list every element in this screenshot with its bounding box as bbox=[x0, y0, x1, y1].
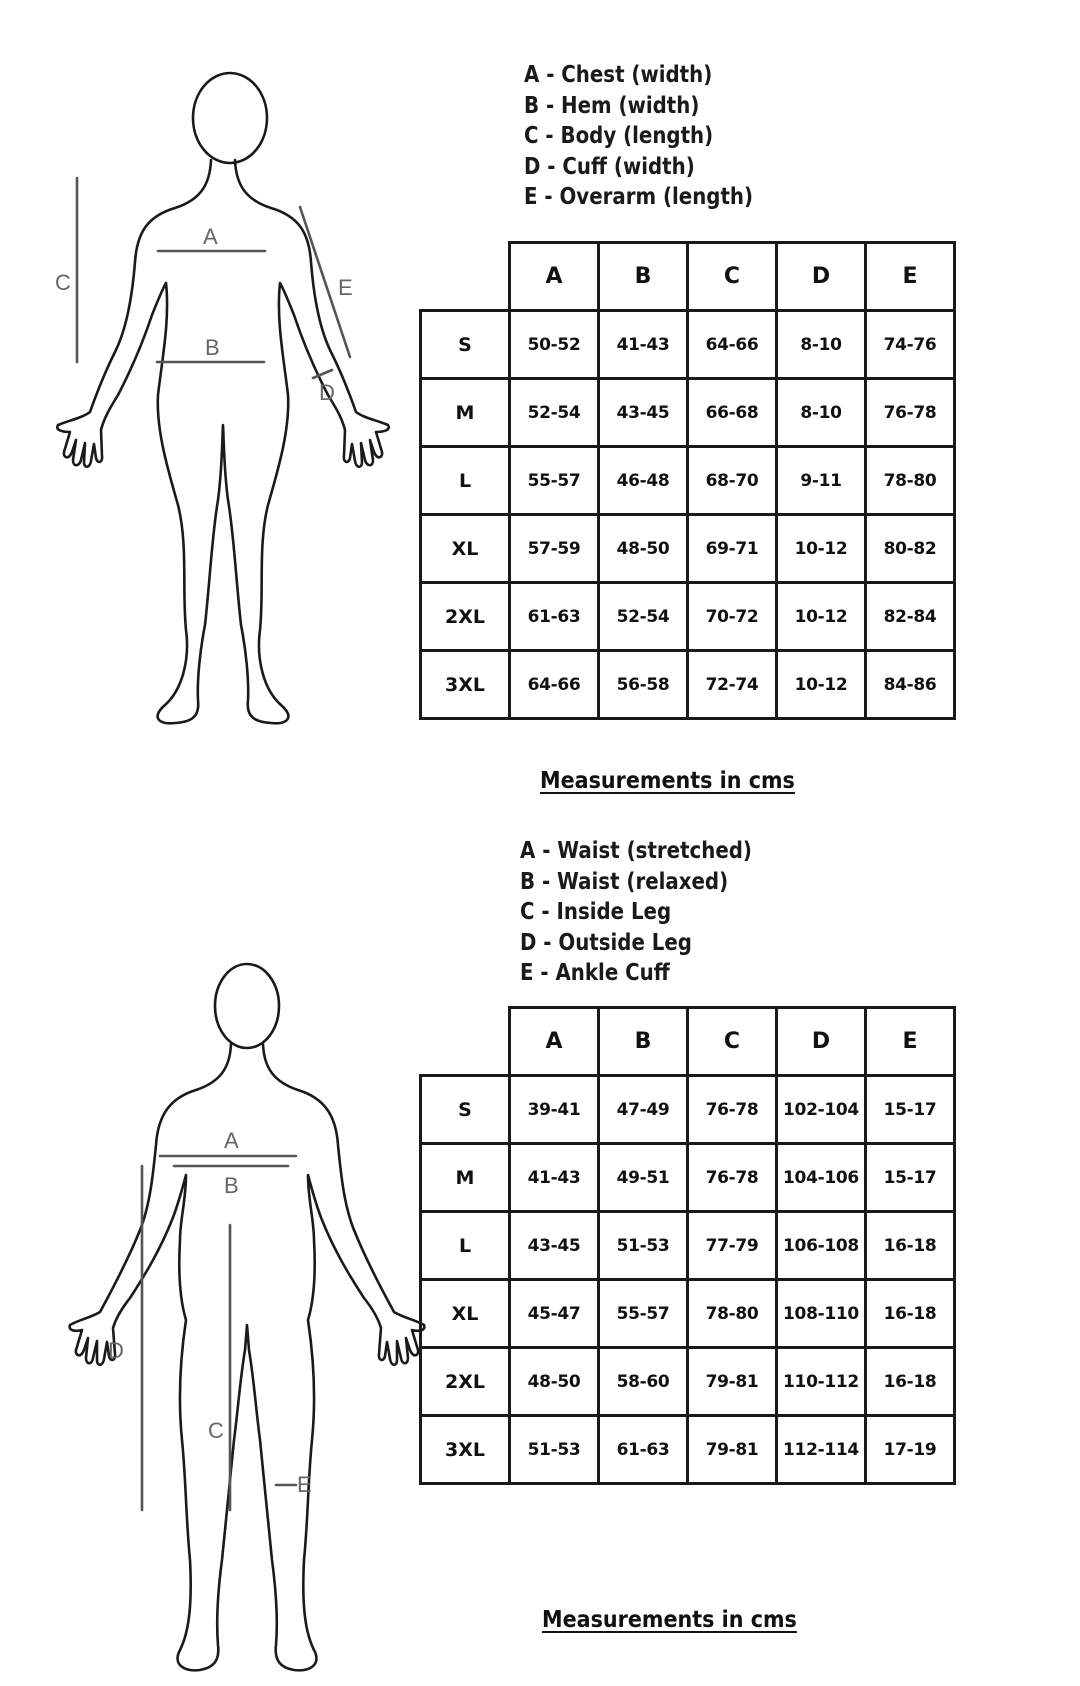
table-cell: 78-80 bbox=[688, 1280, 777, 1348]
table-cell: 48-50 bbox=[599, 515, 688, 583]
figure-label-b: B bbox=[205, 335, 220, 360]
table-cell: 72-74 bbox=[688, 651, 777, 719]
table-corner bbox=[421, 243, 510, 311]
bottom-size-guide bbox=[0, 820, 1080, 1686]
table-row bbox=[421, 515, 955, 583]
table-row bbox=[421, 379, 955, 447]
table-cell: 70-72 bbox=[688, 583, 777, 651]
size-label: XL bbox=[421, 1280, 510, 1348]
table-cell: 76-78 bbox=[866, 379, 955, 447]
size-label: XL bbox=[421, 515, 510, 583]
table-cell: 15-17 bbox=[866, 1144, 955, 1212]
column-header: D bbox=[777, 243, 866, 311]
table-cell: 41-43 bbox=[510, 1144, 599, 1212]
column-header: B bbox=[599, 243, 688, 311]
table-cell: 41-43 bbox=[599, 311, 688, 379]
legend-item: A - Waist (stretched) bbox=[520, 838, 752, 864]
table-cell: 80-82 bbox=[866, 515, 955, 583]
size-label: 3XL bbox=[421, 1416, 510, 1484]
table-cell: 47-49 bbox=[599, 1076, 688, 1144]
table-cell: 79-81 bbox=[688, 1348, 777, 1416]
legend-item: D - Outside Leg bbox=[520, 929, 692, 956]
table-row bbox=[421, 1280, 955, 1348]
table-row bbox=[421, 1348, 955, 1416]
table-row bbox=[421, 583, 955, 651]
table-cell: 74-76 bbox=[866, 311, 955, 379]
table-cell: 110-112 bbox=[777, 1348, 866, 1416]
table-cell: 43-45 bbox=[510, 1212, 599, 1280]
table-cell: 16-18 bbox=[866, 1280, 955, 1348]
table-cell: 82-84 bbox=[866, 583, 955, 651]
table-cell: 52-54 bbox=[510, 379, 599, 447]
column-header: E bbox=[866, 1008, 955, 1076]
table-cell: 17-19 bbox=[866, 1416, 955, 1484]
table-cell: 8-10 bbox=[777, 379, 866, 447]
size-label: 3XL bbox=[421, 651, 510, 719]
table-cell: 76-78 bbox=[688, 1076, 777, 1144]
table-cell: 66-68 bbox=[688, 379, 777, 447]
table-cell: 68-70 bbox=[688, 447, 777, 515]
table-cell: 50-52 bbox=[510, 311, 599, 379]
measurement-units-note: Measurements in cms bbox=[540, 768, 795, 794]
measurement-legend bbox=[524, 60, 753, 213]
table-cell: 8-10 bbox=[777, 311, 866, 379]
table-cell: 64-66 bbox=[510, 651, 599, 719]
measurement-units-note: Measurements in cms bbox=[542, 1607, 797, 1633]
figure-label-e: E bbox=[338, 275, 353, 300]
size-label: L bbox=[421, 447, 510, 515]
size-chart-table bbox=[419, 1006, 956, 1485]
table-cell: 76-78 bbox=[688, 1144, 777, 1212]
measurement-legend bbox=[520, 836, 752, 989]
table-cell: 57-59 bbox=[510, 515, 599, 583]
legend-item: B - Hem (width) bbox=[524, 92, 700, 119]
table-cell: 39-41 bbox=[510, 1076, 599, 1144]
figure-label-a: A bbox=[203, 224, 218, 249]
table-cell: 61-63 bbox=[510, 583, 599, 651]
table-header-row bbox=[421, 1008, 955, 1076]
table-cell: 15-17 bbox=[866, 1076, 955, 1144]
size-label: S bbox=[421, 1076, 510, 1144]
size-label: S bbox=[421, 311, 510, 379]
table-cell: 55-57 bbox=[510, 447, 599, 515]
table-row bbox=[421, 1416, 955, 1484]
table-cell: 69-71 bbox=[688, 515, 777, 583]
legend-item: E - Ankle Cuff bbox=[520, 960, 670, 986]
body-figure-bottom bbox=[0, 820, 430, 1686]
table-corner bbox=[421, 1008, 510, 1076]
table-cell: 49-51 bbox=[599, 1144, 688, 1212]
size-label: M bbox=[421, 379, 510, 447]
column-header: E bbox=[866, 243, 955, 311]
table-cell: 10-12 bbox=[777, 651, 866, 719]
table-cell: 52-54 bbox=[599, 583, 688, 651]
table-cell: 56-58 bbox=[599, 651, 688, 719]
body-outline-illustration bbox=[0, 820, 430, 1686]
table-row bbox=[421, 447, 955, 515]
body-figure-top bbox=[0, 0, 420, 780]
table-cell: 61-63 bbox=[599, 1416, 688, 1484]
figure-label-a: A bbox=[224, 1128, 239, 1153]
size-label: L bbox=[421, 1212, 510, 1280]
table-cell: 84-86 bbox=[866, 651, 955, 719]
table-cell: 79-81 bbox=[688, 1416, 777, 1484]
table-row bbox=[421, 1144, 955, 1212]
legend-item: A - Chest (width) bbox=[524, 62, 713, 88]
legend-item: C - Body (length) bbox=[524, 123, 714, 149]
legend-item: C - Inside Leg bbox=[520, 899, 672, 925]
table-row bbox=[421, 1212, 955, 1280]
column-header: A bbox=[510, 1008, 599, 1076]
size-label: 2XL bbox=[421, 583, 510, 651]
table-cell: 51-53 bbox=[510, 1416, 599, 1484]
table-cell: 16-18 bbox=[866, 1348, 955, 1416]
column-header: C bbox=[688, 243, 777, 311]
table-row bbox=[421, 651, 955, 719]
size-label: 2XL bbox=[421, 1348, 510, 1416]
legend-item: E - Overarm (length) bbox=[524, 184, 754, 210]
column-header: B bbox=[599, 1008, 688, 1076]
body-outline-illustration bbox=[0, 0, 420, 780]
table-cell: 112-114 bbox=[777, 1416, 866, 1484]
column-header: A bbox=[510, 243, 599, 311]
table-cell: 108-110 bbox=[777, 1280, 866, 1348]
table-cell: 106-108 bbox=[777, 1212, 866, 1280]
legend-item: B - Waist (relaxed) bbox=[520, 868, 729, 895]
table-cell: 78-80 bbox=[866, 447, 955, 515]
table-cell: 43-45 bbox=[599, 379, 688, 447]
table-row bbox=[421, 1076, 955, 1144]
table-cell: 46-48 bbox=[599, 447, 688, 515]
size-label: M bbox=[421, 1144, 510, 1212]
column-header: C bbox=[688, 1008, 777, 1076]
column-header: D bbox=[777, 1008, 866, 1076]
table-cell: 64-66 bbox=[688, 311, 777, 379]
table-cell: 58-60 bbox=[599, 1348, 688, 1416]
table-cell: 77-79 bbox=[688, 1212, 777, 1280]
figure-label-c: C bbox=[55, 270, 71, 295]
table-header-row bbox=[421, 243, 955, 311]
table-cell: 51-53 bbox=[599, 1212, 688, 1280]
figure-label-e: E bbox=[297, 1472, 312, 1497]
figure-label-d: D bbox=[108, 1338, 124, 1363]
table-row bbox=[421, 311, 955, 379]
figure-label-d: D bbox=[319, 380, 335, 405]
table-cell: 16-18 bbox=[866, 1212, 955, 1280]
table-cell: 10-12 bbox=[777, 515, 866, 583]
table-cell: 48-50 bbox=[510, 1348, 599, 1416]
top-size-guide bbox=[0, 0, 1080, 820]
figure-label-b: B bbox=[224, 1173, 239, 1198]
table-cell: 10-12 bbox=[777, 583, 866, 651]
table-cell: 9-11 bbox=[777, 447, 866, 515]
size-chart-table bbox=[419, 241, 956, 720]
table-cell: 55-57 bbox=[599, 1280, 688, 1348]
legend-item: D - Cuff (width) bbox=[524, 153, 695, 180]
table-cell: 102-104 bbox=[777, 1076, 866, 1144]
table-cell: 45-47 bbox=[510, 1280, 599, 1348]
figure-label-c: C bbox=[208, 1418, 224, 1443]
table-cell: 104-106 bbox=[777, 1144, 866, 1212]
